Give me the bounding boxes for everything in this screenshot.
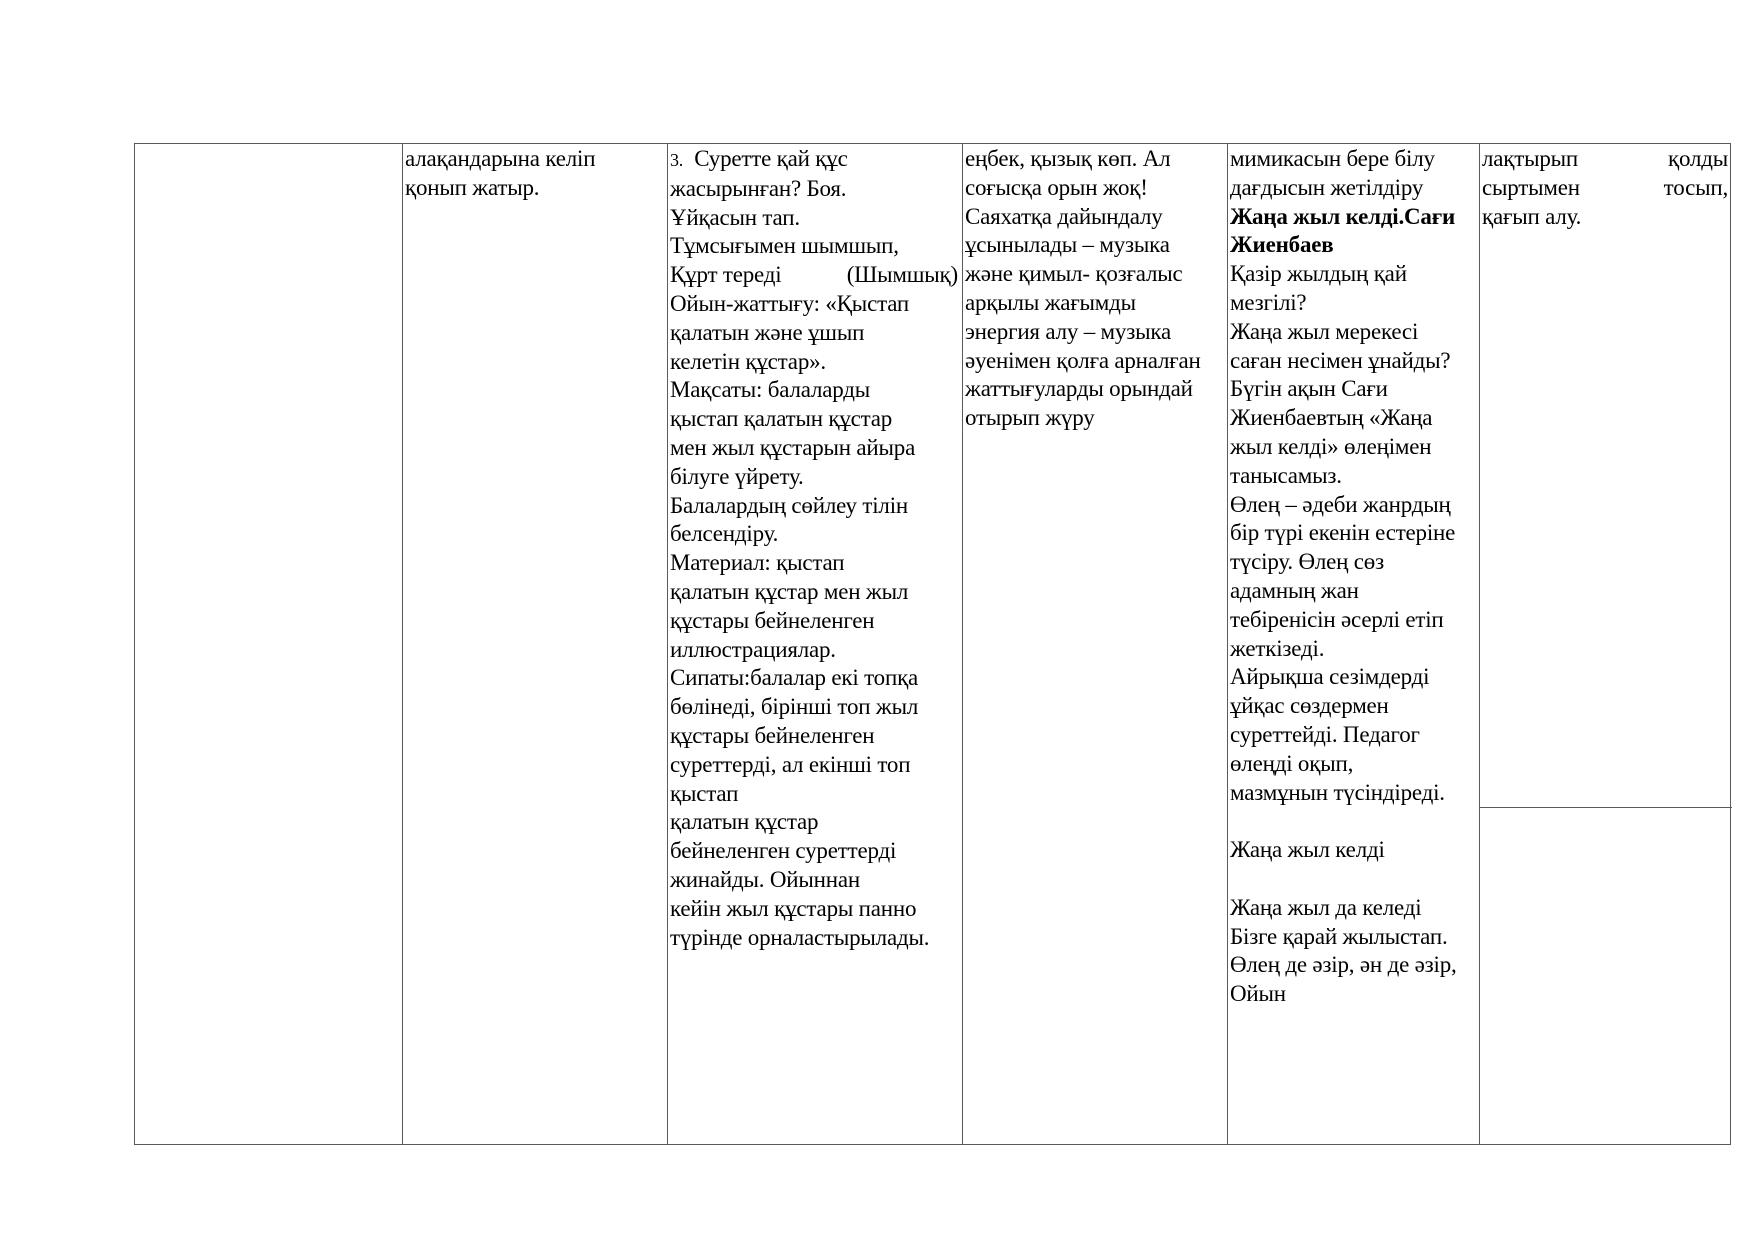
text-line: [1482, 174, 1732, 203]
text-line: Бүгін ақын Сағи: [1230, 376, 1388, 402]
text-line: кейін жыл құстары панно: [670, 895, 917, 921]
text-line: белсендіру.: [670, 521, 779, 547]
riddle-answer: (Шымшық): [846, 262, 958, 288]
text-line: мен жыл құстарын айыра: [670, 434, 916, 460]
text-line: саған несімен ұнайды?: [1230, 347, 1451, 373]
poem-line: Жаңа жыл да келеді: [1230, 894, 1422, 920]
text-line: алақандарына келіп: [405, 146, 596, 171]
text-line: Ұйқасын тап.: [670, 204, 800, 230]
poem-author: Жиенбаев: [1230, 232, 1334, 258]
list-number: 3.: [670, 150, 684, 170]
table-cell-col1: [135, 144, 402, 1144]
text-line: адамның жан: [1230, 577, 1359, 603]
poem-title: Жаңа жыл келді: [1230, 837, 1385, 863]
table-cell-col5: [1227, 144, 1479, 1144]
text-line: құстары бейнеленген: [670, 607, 875, 633]
text-line: қыстап қалатын құстар: [670, 406, 893, 432]
text-line: арқылы жағымды: [965, 289, 1136, 315]
text-line: жыл келді» өлеңімен: [1230, 433, 1432, 459]
poem-line: Өлең де әзір, ән де әзір,: [1230, 952, 1457, 978]
text-line: бір түрі екенін естеріне: [1230, 520, 1456, 546]
text-line: тебіренісін әсерлі етіп: [1230, 606, 1444, 632]
text-line: суреттерді, ал екінші топ: [670, 751, 911, 777]
text-line: жасырынған? Боя.: [670, 175, 847, 201]
text-line: жаттығуларды орындай: [965, 376, 1193, 402]
text-line: өлеңді оқып,: [1230, 750, 1354, 776]
text-line: қағып алу.: [1482, 203, 1582, 229]
text-line: түсіру. Өлең сөз: [1230, 549, 1384, 575]
word: қолды: [1667, 146, 1728, 171]
riddle-text: Құрт тереді: [670, 262, 782, 288]
text-line: мазмұнын түсіндіреді.: [1230, 779, 1445, 805]
text-line: Қазір жылдың қай: [1230, 261, 1407, 287]
table-cell-col6: [1479, 144, 1732, 1144]
text-line: [670, 145, 962, 175]
cell-text: [963, 144, 1227, 433]
table-cell-col4: [962, 144, 1227, 1144]
cell-text: [403, 144, 667, 203]
text-line: Материал: қыстап: [670, 550, 845, 576]
poem-line: Бізге қарай жылыстап.: [1230, 923, 1448, 949]
text-line: ұсынылады – музыка: [965, 232, 1170, 258]
text-line: әуенімен қолға арналған: [965, 347, 1201, 373]
cell-text: [1228, 144, 1479, 1009]
cell-text: [668, 144, 962, 952]
text-line: соғысқа орын жоқ!: [965, 174, 1148, 200]
text-line: Жиенбаевтың «Жаңа: [1230, 405, 1433, 431]
cell-text: [1480, 144, 1732, 231]
text-line: Сипаты:балалар екі топқа: [670, 665, 919, 691]
text-line: Саяхатқа дайындалу: [965, 203, 1163, 229]
riddle-line: [670, 261, 962, 290]
text-line: білуге үйрету.: [670, 463, 804, 489]
text-line: қонып жатыр.: [405, 174, 540, 200]
text-line: Өлең – әдеби жанрдың: [1230, 491, 1451, 517]
text-line: иллюстрациялар.: [670, 636, 836, 662]
text-line: қалатын құстар мен жыл: [670, 578, 909, 604]
text-line: мимикасын бере білу: [1230, 146, 1435, 171]
text-line: Тұмсығымен шымшып,: [670, 233, 899, 259]
text-line: құстары бейнеленген: [670, 722, 875, 748]
text-line: [1482, 145, 1732, 174]
text-line: мезгілі?: [1230, 289, 1307, 315]
text-line: суреттейді. Педагог: [1230, 721, 1420, 747]
text-line: танысамыз.: [1230, 462, 1342, 488]
text-line: жеткізеді.: [1230, 635, 1325, 661]
poem-heading: Жаңа жыл келді.Сағи: [1230, 203, 1456, 229]
text-line: келетін құстар».: [670, 348, 826, 374]
text-line: және қимыл- қозғалыс: [965, 261, 1183, 287]
text-line: дағдысын жетілдіру: [1230, 174, 1424, 200]
text-line: Мақсаты: балаларды: [670, 377, 871, 403]
word: тосып,: [1663, 174, 1728, 200]
row-divider: [1480, 807, 1732, 808]
text-line: Жаңа жыл мерекесі: [1230, 318, 1419, 344]
list-item-text: Суретте қай құс: [694, 146, 848, 171]
text-line: ұйқас сөздермен: [1230, 693, 1389, 719]
word: лақтырып: [1482, 146, 1579, 171]
text-line: отырып жүру: [965, 405, 1095, 431]
text-line: қыстап: [670, 780, 739, 806]
text-line: Айрықша сезімдерді: [1230, 664, 1430, 690]
blank-line: [1230, 807, 1479, 836]
table-cell-col2: [402, 144, 667, 1144]
text-line: бейнеленген суреттерді: [670, 838, 897, 864]
text-line: энергия алу – музыка: [965, 318, 1171, 344]
text-line: түрінде орналастырылады.: [670, 924, 930, 950]
text-line: еңбек, қызық көп. Ал: [965, 146, 1171, 171]
text-line: Балалардың сөйлеу тілін: [670, 492, 909, 518]
word: сыртымен: [1482, 174, 1580, 200]
text-line: жинайды. Ойыннан: [670, 866, 860, 892]
blank-line: [1230, 865, 1479, 894]
document-table: [134, 143, 1731, 1145]
text-line: бөлінеді, бірінші топ жыл: [670, 694, 919, 720]
text-line: қалатын және ұшып: [670, 319, 865, 345]
text-line: Ойын-жаттығу: «Қыстап: [670, 290, 910, 316]
table-cell-col3: [667, 144, 962, 1144]
poem-line: Ойын: [1230, 981, 1286, 1007]
text-line: қалатын құстар: [670, 809, 819, 835]
